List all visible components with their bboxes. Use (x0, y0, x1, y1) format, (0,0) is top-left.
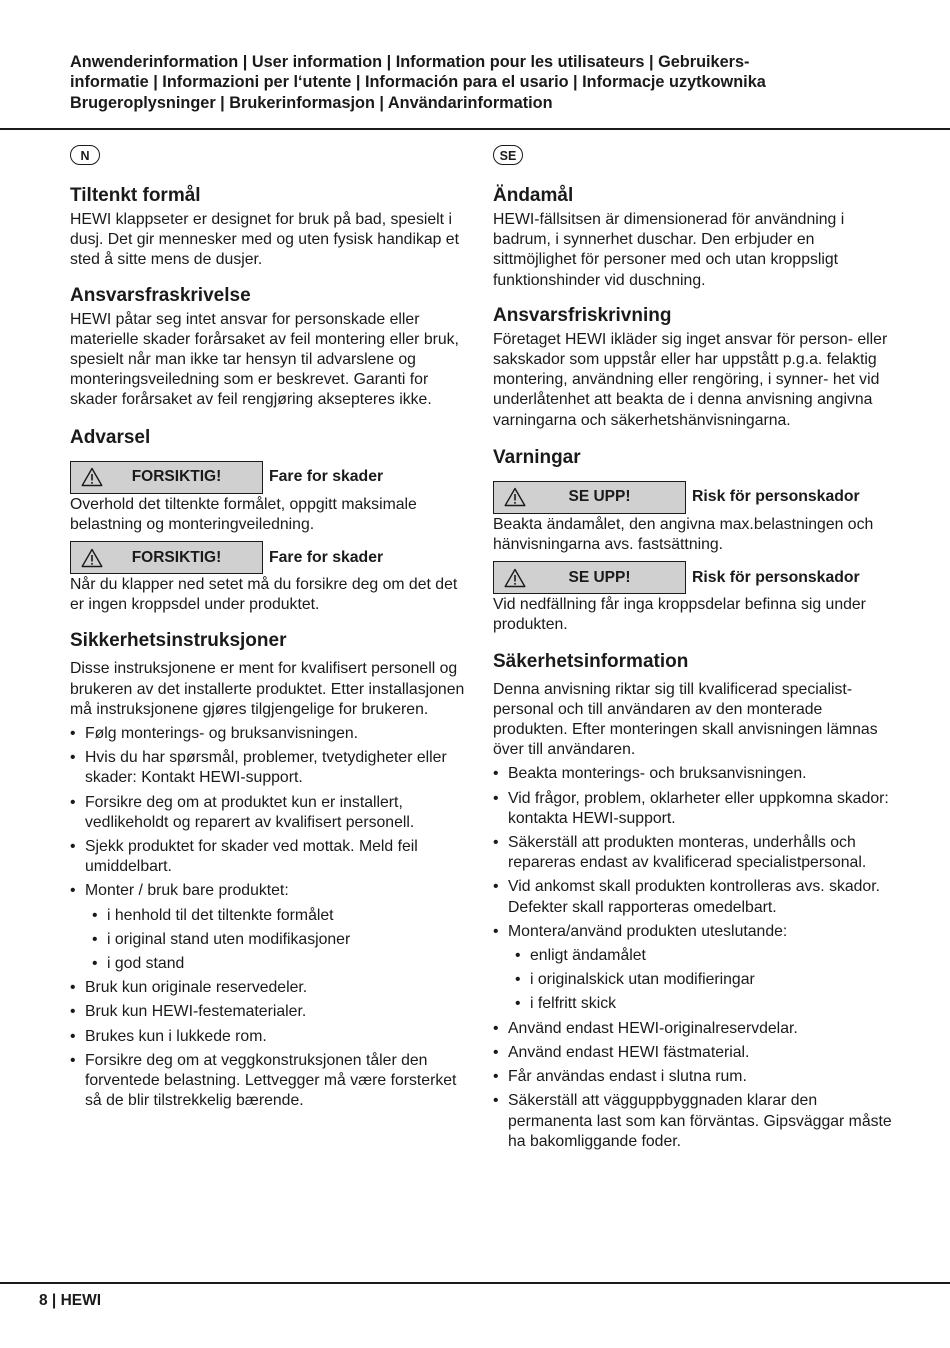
warning-banner (70, 461, 466, 494)
warning-hazard-text: Risk för personskador (692, 568, 860, 586)
safety-list (70, 724, 466, 1111)
warning-label: SE UPP! (568, 488, 631, 506)
list-item: • Montera/använd produkten uteslutande: (493, 922, 893, 942)
warning-triangle-icon (81, 467, 103, 487)
list-item: • Sjekk produktet for skader ved mottak. Meld feil umiddelbart. (70, 837, 466, 877)
warning-body: Vid nedfällning får inga kroppsdelar befinna sig under produkten. (493, 596, 866, 634)
purpose-heading: Ändamål (493, 185, 574, 206)
list-item: • Vid ankomst skall produkten kontrolleras avs. skador. Defekter skall rapporteras omedelbart. (493, 877, 893, 917)
column-norwegian (70, 144, 466, 1116)
warning-label-box (70, 461, 263, 494)
list-item: • Forsikre deg om at veggkonstruksjonen tåler den forventede belastning. Lettvegger må være forsterket så de blir tilstrekkelig bærende. (70, 1051, 466, 1112)
warning-banner (493, 481, 893, 514)
sub-list-item: • i god stand (70, 954, 466, 974)
warning-body: Overhold det tiltenkte formålet, oppgitt maksimale belastning og monteringveiledning. (70, 495, 417, 533)
warning-triangle-icon (504, 568, 526, 588)
purpose-text: HEWI klappseter er designet for bruk på bad, spesielt i dusj. Det gir mennesker med og uten fysisk handikap et sted å sitte mens de dusjer. (70, 211, 459, 269)
warning-heading: Varningar (493, 446, 581, 468)
list-item: • Vid frågor, problem, oklarheter eller uppkomna skador: kontakta HEWI-support. (493, 789, 893, 829)
safety-text: Disse instruksjonene er ment for kvalifisert personell og brukeren av det installerte produktet. Etter installasjonen må instruksjonene gjøres tilgjengelige for brukeren. (70, 660, 465, 718)
header-divider (0, 128, 950, 130)
warning-triangle-icon (504, 487, 526, 507)
warning-label: SE UPP! (568, 568, 631, 586)
disclaimer-text: HEWI påtar seg intet ansvar for personskade eller materielle skader forårsaket av feil montering eller bruk, spesielt når man ikke tar hensyn til advarslene og monteringsveiledning som er beskrevet. Garanti for skader forårsaket av feil rengjøring aksepteres ikke. (70, 310, 459, 409)
list-item: • Beakta monterings- och bruksanvisningen. (493, 764, 893, 784)
sub-list-item: • i originalskick utan modifieringar (493, 970, 893, 990)
warning-hazard-text: Fare for skader (269, 548, 384, 566)
list-item: • Bruk kun originale reservedeler. (70, 978, 466, 998)
warning-label-box (493, 561, 686, 594)
warning-banner (493, 561, 893, 594)
disclaimer-heading: Ansvarsfraskrivelse (70, 284, 251, 306)
warning-label: FORSIKTIG! (131, 468, 222, 486)
sub-list-item: • enligt ändamålet (493, 946, 893, 966)
warning-hazard-text: Fare for skader (269, 468, 384, 486)
language-badge-n: N (70, 145, 100, 165)
list-item: • Bruk kun HEWI-festematerialer. (70, 1002, 466, 1022)
list-item: • Hvis du har spørsmål, problemer, tvetydigheter eller skader: Kontakt HEWI-support. (70, 748, 466, 788)
language-badge-se: SE (493, 145, 523, 165)
list-item: • Använd endast HEWI-originalreservdelar. (493, 1019, 893, 1039)
header-line-2: informatie | Informazioni per l‘utente | Información para el usario | Informacje uzytkownika (70, 73, 766, 92)
warning-body: Beakta ändamålet, den angivna max.belastningen och hänvisningarna avs. fastsättning. (493, 515, 874, 554)
warning-label: FORSIKTIG! (131, 548, 222, 566)
warning-label-box (70, 541, 263, 574)
sub-list-item: • i original stand uten modifikasjoner (70, 930, 466, 950)
column-swedish (493, 144, 893, 1156)
list-item: • Følg monterings- og bruksanvisningen. (70, 724, 466, 744)
page-footer: 8 | HEWI (39, 1292, 102, 1309)
header-line-3: Brugeroplysninger | Brukerinformasjon | Användarinformation (70, 93, 553, 112)
purpose-text: HEWI-fällsitsen är dimensionerad för användning i badrum, i synnerhet duschar. Den erbjuder en sittmöjlighet för personer med och utan kroppsligt funktionshinder vid duschning. (493, 211, 845, 289)
safety-heading: Sikkerhetsinstruksjoner (70, 630, 287, 652)
disclaimer-text: Företaget HEWI ikläder sig inget ansvar för person- eller sakskador som uppstår eller har uppstått p.g.a. felaktig montering, användning eller rengöring, i synner- het vid underlåtenhet att beakta de i denna anvisning angivna varningarna och säkerhetshänvisningarna. (493, 330, 888, 429)
warning-heading: Advarsel (70, 426, 151, 448)
list-item: • Brukes kun i lukkede rom. (70, 1027, 466, 1047)
warning-body: Når du klapper ned setet må du forsikre deg om det det er ingen kroppsdel under produktet. (70, 576, 458, 614)
footer-divider (0, 1282, 950, 1284)
list-item: • Säkerställ att vägguppbyggnaden klarar den permanenta last som kan förväntas. Gipsväggar måste ha bakomliggande foder. (493, 1091, 893, 1152)
warning-banner (70, 541, 466, 574)
page-header (70, 52, 870, 113)
list-item: • Får användas endast i slutna rum. (493, 1067, 893, 1087)
purpose-heading: Tiltenkt formål (70, 185, 201, 206)
warning-hazard-text: Risk för personskador (692, 488, 860, 506)
sub-list-item: • i felfritt skick (493, 994, 893, 1014)
list-item: • Säkerställ att produkten monteras, underhålls och repareras endast av kvalificerad specialistpersonal. (493, 833, 893, 873)
warning-triangle-icon (81, 548, 103, 568)
list-item: • Forsikre deg om at produktet kun er installert, vedlikeholdt og reparert av kvalifisert personell. (70, 793, 466, 833)
warning-label-box (493, 481, 686, 514)
safety-list (493, 764, 893, 1151)
safety-heading: Säkerhetsinformation (493, 650, 689, 672)
list-item: • Använd endast HEWI fästmaterial. (493, 1043, 893, 1063)
header-line-1: Anwenderinformation | User information | Information pour les utilisateurs | Gebruikers- (70, 53, 750, 71)
disclaimer-heading: Ansvarsfriskrivning (493, 304, 672, 326)
safety-text: Denna anvisning riktar sig till kvalificerad specialist- personal och till användaren av den monterade produkten. Efter monteringen skall anvisningen lämnas över till användaren. (493, 680, 878, 759)
sub-list-item: • i henhold til det tiltenkte formålet (70, 906, 466, 926)
list-item: • Monter / bruk bare produktet: (70, 881, 466, 901)
